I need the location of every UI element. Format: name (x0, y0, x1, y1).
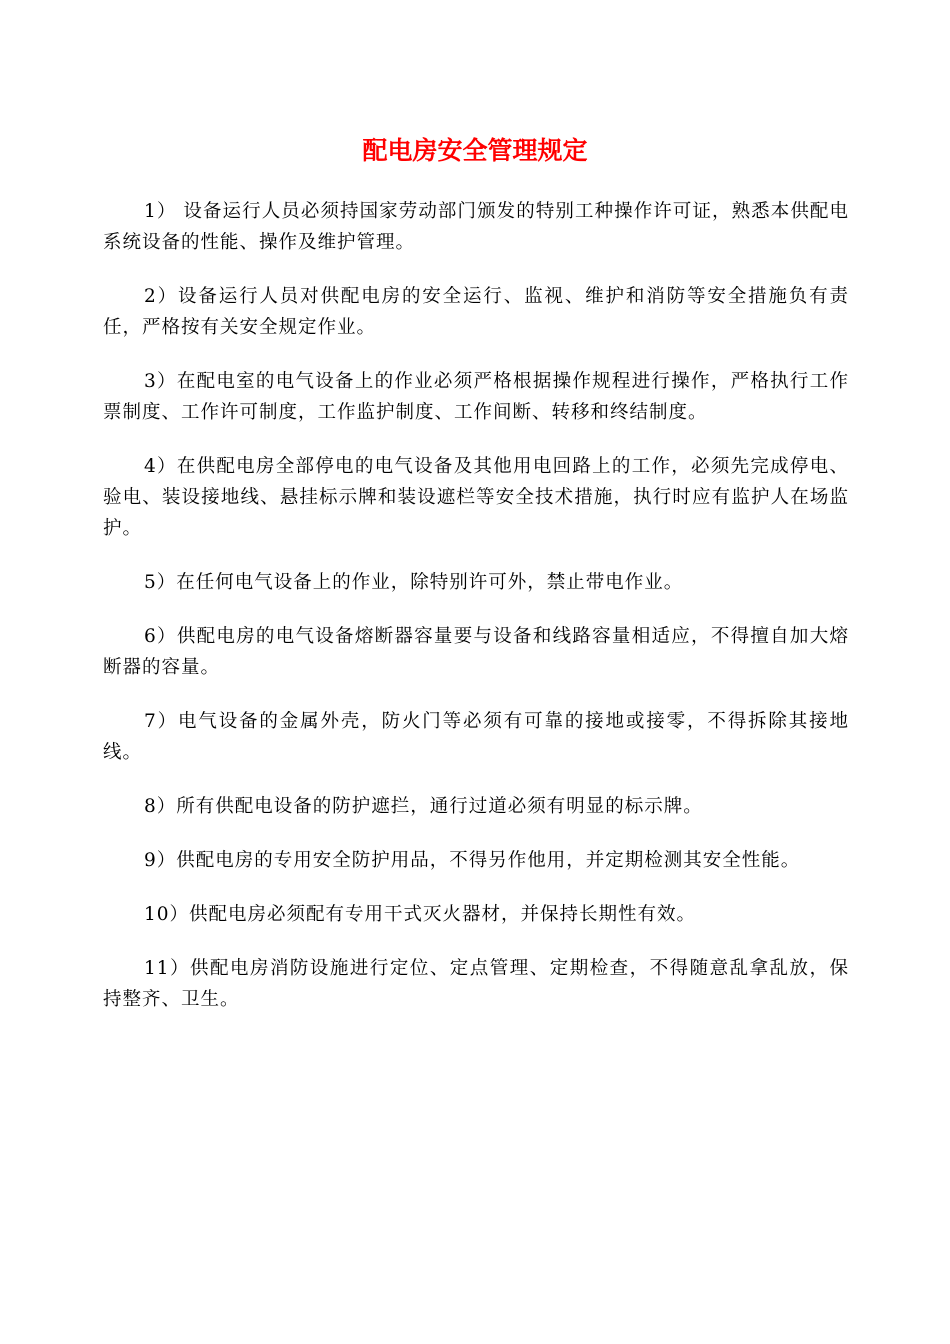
rule-item-5: 5）在任何电气设备上的作业，除特别许可外，禁止带电作业。 (144, 572, 684, 593)
rule-item-9: 9）供配电房的专用安全防护用品，不得另作他用，并定期检测其安全性能。 (144, 850, 801, 871)
document-title: 配电房安全管理规定 (362, 136, 588, 165)
rule-item-4: 4）在供配电房全部停电的电气设备及其他用电回路上的工作，必须先完成停电、验电、装设接地线、悬挂标示牌和装设遮栏等安全技术措施，执行时应有监护人在场监护。 (103, 456, 849, 539)
rule-item-11: 11）供配电房消防设施进行定位、定点管理、定期检查，不得随意乱拿乱放，保持整齐、卫生。 (103, 958, 849, 1010)
rule-item-8: 8）所有供配电设备的防护遮拦，通行过道必须有明显的标示牌。 (144, 796, 703, 817)
rule-item-10: 10）供配电房必须配有专用干式灭火器材，并保持长期性有效。 (144, 904, 697, 925)
rule-item-2: 2）设备运行人员对供配电房的安全运行、监视、维护和消防等安全措施负有责任，严格按有关安全规定作业。 (103, 286, 849, 338)
rules-list (103, 196, 849, 1038)
rule-item-3: 3）在配电室的电气设备上的作业必须严格根据操作规程进行操作，严格执行工作票制度、工作许可制度，工作监护制度、工作间断、转移和终结制度。 (103, 371, 849, 423)
rule-item-6: 6）供配电房的电气设备熔断器容量要与设备和线路容量相适应，不得擅自加大熔断器的容量。 (103, 626, 849, 678)
rule-item-1: 1） 设备运行人员必须持国家劳动部门颁发的特别工种操作许可证，熟悉本供配电系统设备的性能、操作及维护管理。 (103, 201, 849, 253)
rule-item-7: 7）电气设备的金属外壳，防火门等必须有可靠的接地或接零，不得拆除其接地线。 (103, 711, 849, 763)
